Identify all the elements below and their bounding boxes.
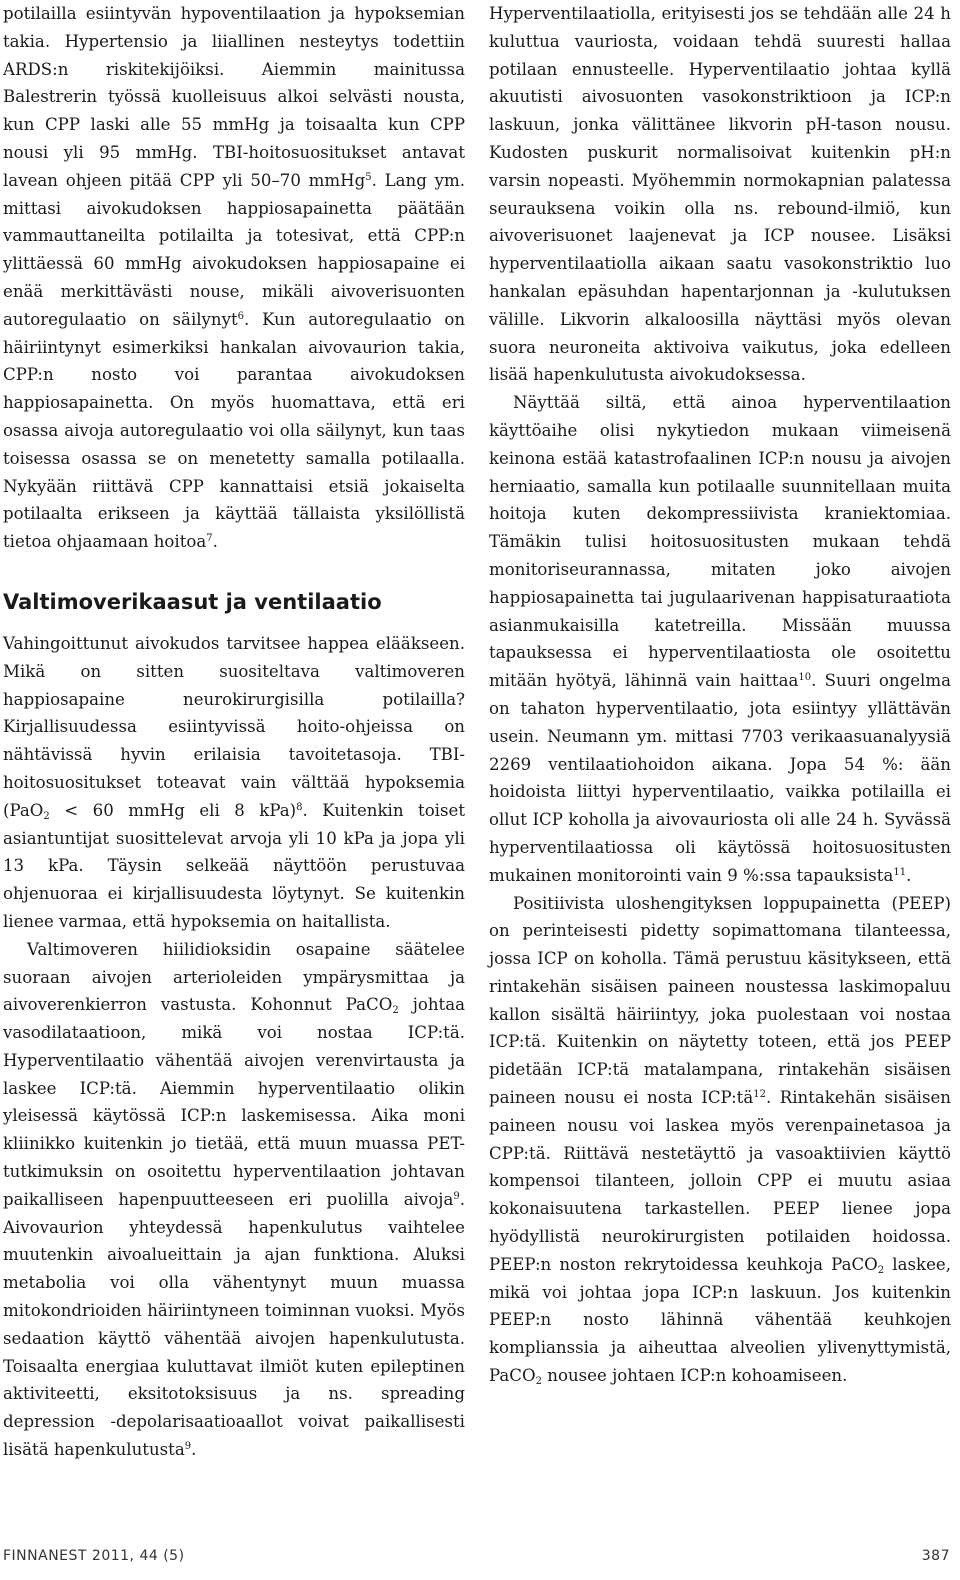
section-heading: Valtimoverikaasut ja ventilaatio — [3, 589, 382, 614]
text-run: Vahingoittunut aivokudos tarvitsee happea elääkseen. Mikä on sitten suositeltava valtimoveren happiosapaine neurokirurgisilla potilailla? Kirjallisuudessa esiintyvissä hoito-ohjeissa on nähtävissä hyvin erilaisia tavoitetasoja. TBI-hoitosuositukset toteavat vain välttää hypoksemia (PaO — [3, 633, 465, 820]
left-column — [3, 0, 465, 1464]
page-footer — [0, 1548, 960, 1572]
reference-marker: 12 — [753, 1089, 766, 1101]
text-run: . Rintakehän sisäisen paineen nousu voi laskea myös verenpainetasoa ja CPP:tä. Riittävä nestetäyttö ja vasoaktiivien käyttö kompensoi tilanteen, jolloin CPP ei muutu asiaa kokonaisuutena tarkastellen. PEEP lienee jopa hyödyllistä neurokirurgisten potilaiden hoidossa. PEEP:n noston rekrytoidessa keuhkoja PaCO — [489, 1088, 951, 1274]
paragraph-oxygen — [3, 630, 465, 936]
subscript: 2 — [877, 1264, 885, 1276]
text-run: . Aivovaurion yhteydessä hapenkulutus vaihtelee muutenkin aivoalueittain ja ajan funktiona. Aluksi metabolia voi olla vähentynyt muun muassa mitokondrioiden häiriintyneen toiminnan vuoksi. Myös sedaation käyttö vähentää aivojen hapenkulutusta. Toisaalta energiaa kuluttavat ilmiöt kuten epileptinen aktiviteetti, eksitotoksisuus ja ns. spreading depression -depolarisaatioaallot voivat paikallisesti lisätä hapenkulutusta — [3, 1189, 465, 1460]
text-run: johtaa vasodilataatioon, mikä voi nostaa ICP:tä. Hyperventilaatio vähentää aivojen verenvirtausta ja laskee ICP:tä. Aiemmin hyperventilaatio olikin yleisessä käytössä ICP:n laskemisessa. Aika moni kliinikko kuitenkin jo tietää, että muun muassa PET-tutkimuksin on osoitettu hyperventilaation johtavan paikalliseen hapenpuutteeseen eri puolilla aivoja — [3, 995, 465, 1209]
reference-marker: 10 — [798, 672, 812, 684]
journal-citation: FINNANEST 2011, 44 (5) — [3, 1548, 185, 1564]
paragraph-cpp — [3, 0, 465, 556]
reference-marker: 8 — [296, 801, 303, 813]
subscript: 2 — [535, 1376, 542, 1388]
subscript: 2 — [43, 810, 50, 822]
subscript: 2 — [392, 1005, 399, 1017]
text-run: . Kuitenkin toiset asiantuntijat suosittelevat arvoja yli 10 kPa ja jopa yli 13 kPa. Täysin selkeää näyttöön perustuvaa ohjenuoraa ei kirjallisuudesta löytynyt. Se kuitenkin lienee varmaa, että hypoksemia on haitallista. — [3, 800, 465, 931]
paragraph-peep — [489, 890, 951, 1390]
paragraph-co2 — [3, 936, 465, 1464]
reference-marker: 6 — [237, 310, 245, 322]
text-run: . — [212, 532, 218, 552]
text-run: laskee, mikä voi johtaa jopa ICP:n laskuun. Jos kuitenkin PEEP:n nosto lähinnä vähentää keuhkojen komplianssia ja aiheuttaa alveolien ylivenyttymistä, PaCO — [489, 1254, 951, 1386]
text-run: Valtimoveren hiilidioksidin osapaine säätelee suoraan aivojen arterioleiden ympärysmittaa ja aivoverenkierron vastusta. Kohonnut PaCO — [3, 939, 465, 1015]
right-column — [489, 0, 951, 1390]
text-run: . — [191, 1440, 197, 1460]
text-run: Hyperventilaatiolla, erityisesti jos se tehdään alle 24 h kuluttua vauriosta, voidaan tehdä suuresti hallaa potilaan ennusteelle. Hyperventilaatio johtaa kyllä akuutisti aivosuonten vasokonstriktioon ja ICP:n laskuun, jonka välittänee likvorin pH-tason nousu. Kudosten puskurit normalisoivat kuitenkin pH:n varsin nopeasti. Myöhemmin normokapnian palatessa seurauksena voikin olla ns. rebound-ilmiö, kun aivoverisuonet laajenevat ja ICP nousee. Lisäksi hyperventilaatiolla aikaan saatu vasokonstriktio luo hankalan epäsuhdan hapentarjonnan ja -kulutuksen välille. Likvorin alkaloosilla näyttäsi myös olevan suora neuroneita aktivoiva vaikutus, joka edelleen lisää hapenkulutusta aivokudoksessa. — [489, 4, 951, 385]
text-run: Positiivista uloshengityksen loppupainetta (PEEP) on perinteisesti pidetty sopimattomana tilanteessa, jossa ICP on koholla. Tämä perustuu käsitykseen, että rintakehän sisäisen paineen noustessa laskimopaluu kallon sisältä häiriintyy, joka puolestaan voi nostaa ICP:tä. Kuitenkin on näytetty toteen, että jos PEEP pidetään ICP:tä matalampana, rintakehän sisäisen paineen nousu ei nosta ICP:tä — [489, 893, 951, 1108]
text-run: Näyttää siltä, että ainoa hyperventilaation käyttöaihe olisi nykytiedon mukaan viimeisenä keinona estää katastrofaalinen ICP:n nousu ja aivojen herniaatio, samalla kun potilaalle suunnitellaan muita hoitoja kuten dekompressiivista kraniektomiaa. Tämäkin tulisi hoitosuositusten mukaan tehdä monitoriseurannassa, mitaten joko aivojen happiosapainetta tai jugulaarivenan happisaturaatiota asianmukaisilla katetreilla. Missään muussa tapauksessa ei hyperventilaatiosta ole osoitettu mitään hyötyä, lähinnä vain haittaa — [489, 393, 951, 691]
text-run: nousee johtaen ICP:n kohoamiseen. — [542, 1366, 848, 1386]
text-run: . — [906, 865, 912, 885]
text-run: . Kun autoregulaatio on häiriintynyt esimerkiksi hankalan aivovaurion takia, CPP:n nosto voi parantaa aivokudoksen happiosapainetta. On myös huomattava, että eri osassa aivoja autoregulaatio voi olla säilynyt, kun taas toisessa osassa se on menetetty samalla potilaalla. Nykyään riittävä CPP kannattaisi etsiä jokaiselta potilaalta erikseen ja käyttää tällaista yksilöllistä tietoa ohjaamaan hoitoa — [3, 309, 466, 552]
text-run: potilailla esiintyvän hypoventilaation ja hypoksemian takia. Hypertensio ja liiallinen nesteytys todettiin ARDS:n riskitekijöiksi. Aiemmin mainitussa Balestrerin työssä kuolleisuus alkoi selvästi nousta, kun CPP laski alle 55 mmHg ja toisaalta kun CPP nousi yli 95 mmHg. TBI-hoitosuositukset antavat lavean ohjeen pitää CPP yli 50–70 mmHg — [3, 4, 465, 190]
text-run: < 60 mmHg eli 8 kPa) — [49, 800, 297, 820]
reference-marker: 9 — [184, 1441, 192, 1453]
reference-marker: 11 — [893, 866, 907, 878]
text-run: . Lang ym. mittasi aivokudoksen happiosapainetta päätään vammauttaneilta potilailta ja totesivat, että CPP:n ylittäessä 60 mmHg aivokudoksen happiosapaine ei enää merkittävästi nouse, mikäli aivoverisuonten autoregulaatio on säilynyt — [3, 170, 465, 329]
reference-marker: 9 — [453, 1190, 460, 1202]
page-number: 387 — [921, 1548, 950, 1564]
paragraph-hyperventilation — [489, 0, 951, 389]
text-run: . Suuri ongelma on tahaton hyperventilaatio, jota esiintyy yllättävän usein. Neumann ym. mittasi 7703 verikaasuanalyysiä 2269 ventilaatiohoidon aikana. Jopa 54 %: ään hoidoista liittyi hyperventilaatio, vaikka potilailla ei ollut ICP koholla ja aivovauriosta oli alle 24 h. Syvässä hyperventilaatiossa oli käytössä hoitosuositusten mukainen monitorointi vain 9 %:ssa tapauksista — [489, 671, 951, 885]
paragraph-indication — [489, 389, 951, 889]
reference-marker: 7 — [206, 533, 213, 545]
reference-marker: 5 — [365, 171, 372, 183]
